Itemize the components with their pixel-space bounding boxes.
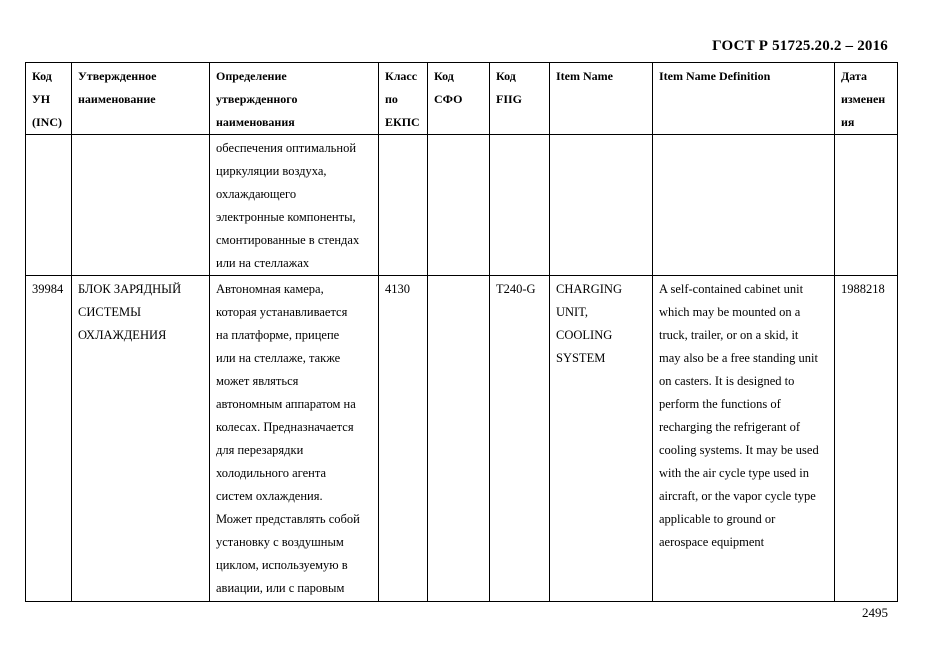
cell-item-name [550, 135, 653, 276]
header-inc: Код УН (INC) [26, 63, 72, 135]
page-number: 2495 [862, 605, 888, 620]
cell-name [72, 135, 210, 276]
table-row [26, 135, 898, 276]
header-item-name: Item Name [550, 63, 653, 135]
cell-item-definition [653, 135, 835, 276]
cell-date [835, 135, 898, 276]
cell-inc [26, 135, 72, 276]
header-definition: Определение утвержденного наименования [210, 63, 379, 135]
table-header-row [26, 63, 898, 135]
header-sfo: Код СФО [428, 63, 490, 135]
cell-item-name: CHARGING UNIT, COOLING SYSTEM [550, 276, 653, 602]
document-header: ГОСТ Р 51725.20.2 – 2016 [712, 38, 888, 54]
cell-sfo [428, 135, 490, 276]
header-class: Класс по ЕКПС [379, 63, 428, 135]
cell-definition: обеспечения оптимальной циркуляции воздуха, охлаждающего электронные компоненты, смонтированные в стендах или на стеллажах [210, 135, 379, 276]
table-row [26, 276, 898, 602]
header-date-changed: Дата изменен ия [835, 63, 898, 135]
cell-name: БЛОК ЗАРЯДНЫЙ СИСТЕМЫ ОХЛАЖДЕНИЯ [72, 276, 210, 602]
cell-class: 4130 [379, 276, 428, 602]
cell-fiig [490, 135, 550, 276]
header-fiig: Код FIIG [490, 63, 550, 135]
cell-sfo [428, 276, 490, 602]
header-item-name-definition: Item Name Definition [653, 63, 835, 135]
cell-definition: Автономная камера, которая устанавливается на платформе, прицепе или на стеллаже, также может являться автономным аппаратом на колесах. Предназначается для перезарядки холодильного агента систем охлаждения. Может представлять собой установку с воздушным циклом, используемую в авиации, или с паровым [210, 276, 379, 602]
cell-class [379, 135, 428, 276]
cell-item-definition: A self-contained cabinet unit which may be mounted on a truck, trailer, or on a skid, it may also be a free standing unit on casters. It is designed to perform the functions of recharging the refrigerant of cooling systems. It may be used with the air cycle type used in aircraft, or the vapor cycle type applicable to ground or aerospace equipment [653, 276, 835, 602]
header-approved-name: Утвержденное наименование [72, 63, 210, 135]
cell-date: 1988218 [835, 276, 898, 602]
cell-inc: 39984 [26, 276, 72, 602]
cell-fiig: T240-G [490, 276, 550, 602]
classification-table [25, 62, 898, 602]
